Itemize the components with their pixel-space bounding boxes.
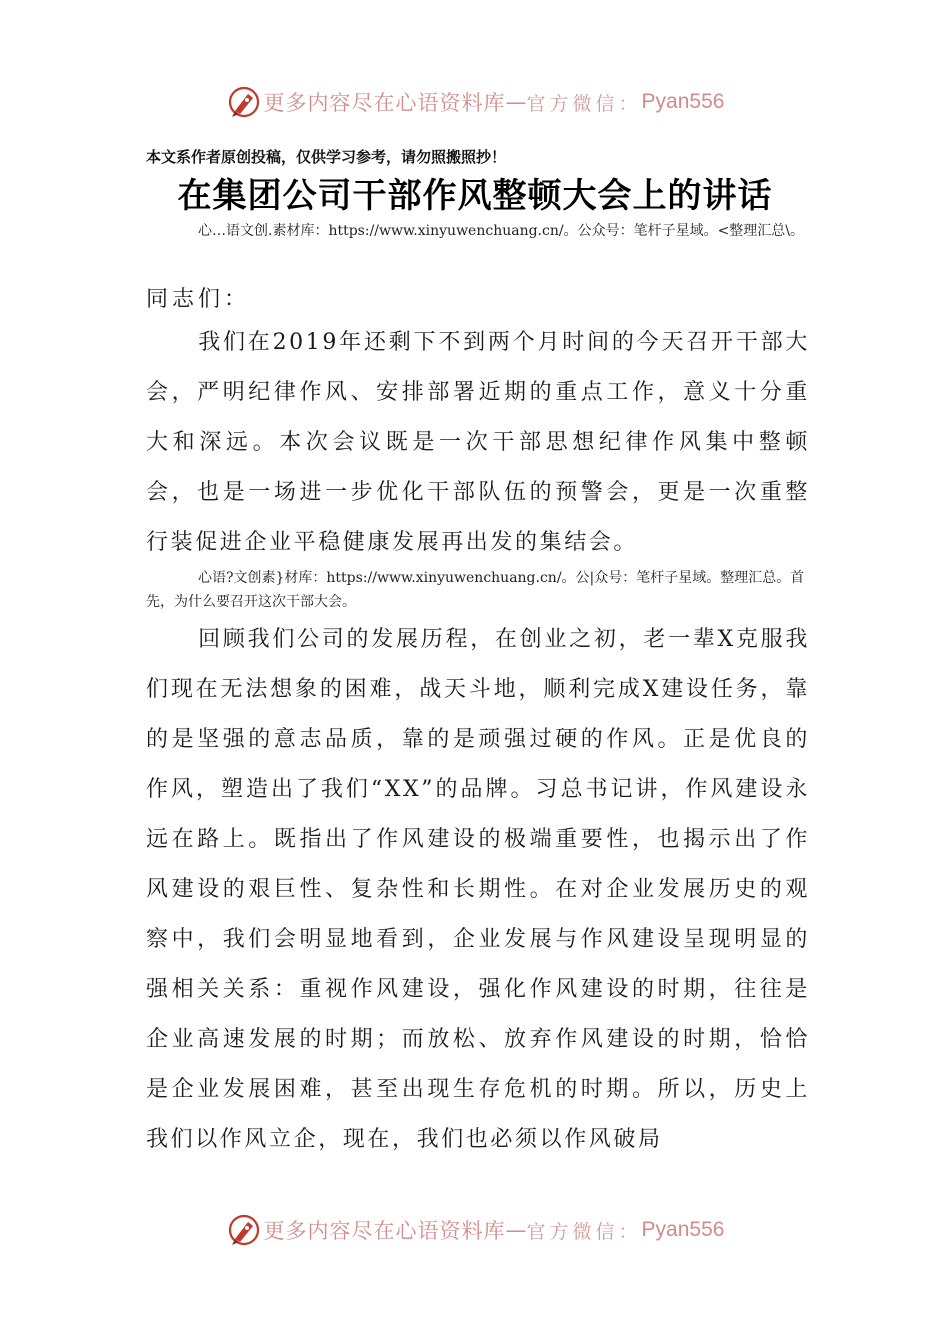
- source-note-2-text: 心语?文创素}材库：https://www.xinyuwenchuang.cn/。公|众号：笔杆子星域。整理汇总。首先，为什么要召开这次干部大会。: [146, 570, 805, 610]
- banner-separator: —: [505, 1218, 527, 1242]
- banner-sub-text: 官方微信：: [526, 92, 642, 115]
- banner-separator: —: [505, 90, 527, 114]
- source-note-1: [146, 219, 810, 243]
- banner-wechat-id: Pyan556: [641, 1218, 725, 1241]
- pen-nib-logo-icon: [226, 84, 262, 120]
- paragraph-1: [146, 318, 810, 568]
- footer-watermark-banner: [0, 1208, 950, 1252]
- document-title: 在集团公司干部作风整顿大会上的讲话: [177, 176, 773, 216]
- paragraph-2: [146, 615, 810, 1165]
- header-watermark-banner: [0, 80, 950, 124]
- paragraph-1-text: 我们在2019年还剩下不到两个月时间的今天召开干部大会，严明纪律作风、安排部署近期的重点工作，意义十分重大和深远。本次会议既是一次干部思想纪律作风集中整顿会，也是一场进一步优化干部队伍的预警会，更是一次重整行装促进企业平稳健康发展再出发的集结会。: [146, 330, 810, 555]
- copyright-notice: 本文系作者原创投稿，仅供学习参考，请勿照搬照抄！: [146, 148, 507, 166]
- banner-wechat-id: Pyan556: [641, 90, 725, 113]
- banner-main-text: 更多内容尽在心语资料库: [263, 91, 506, 115]
- banner-main-text: 更多内容尽在心语资料库: [263, 1219, 506, 1243]
- pen-nib-logo-icon: [226, 1212, 262, 1248]
- paragraph-2-text: 回顾我们公司的发展历程，在创业之初，老一辈X克服我们现在无法想象的困难，战天斗地，顺利完成X建设任务，靠的是坚强的意志品质，靠的是顽强过硬的作风。正是优良的作风，塑造出了我们“XX”的品牌。习总书记讲，作风建设永远在路上。既指出了作风建设的极端重要性，也揭示出了作风建设的艰巨性、复杂性和长期性。在对企业发展历史的观察中，我们会明显地看到，企业发展与作风建设呈现明显的强相关关系：重视作风建设，强化作风建设的时期，往往是企业高速发展的时期；而放松、放弃作风建设的时期，恰恰是企业发展困难，甚至出现生存危机的时期。所以，历史上我们以作风立企，现在，我们也必须以作风破局: [146, 627, 810, 1152]
- greeting: 同志们：: [146, 287, 251, 312]
- source-note-1-text: 心…语文创.素材库：https://www.xinyuwenchuang.cn/。公众号：笔杆子星域。<整理汇总\。: [198, 223, 805, 239]
- source-note-2: [146, 566, 810, 614]
- banner-sub-text: 官方微信：: [526, 1220, 642, 1243]
